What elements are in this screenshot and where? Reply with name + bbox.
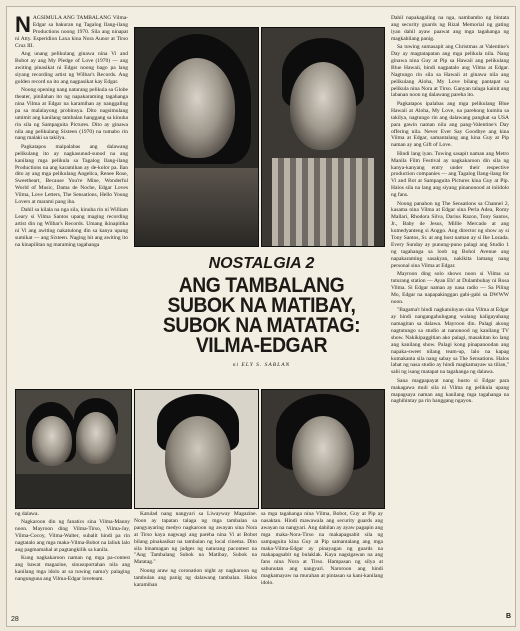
photo-edgar-portrait bbox=[261, 27, 385, 247]
photo-edgar-smiling bbox=[134, 389, 259, 509]
headline-line: ANG TAMBALANG bbox=[178, 274, 345, 297]
magazine-page bbox=[6, 6, 516, 627]
kicker-title: NOSTALGIA 2 bbox=[208, 255, 315, 272]
photo-vilma-closeup bbox=[261, 389, 385, 509]
paragraph: sa mga tagahanga nina Vilma, Bobot, Guy at Pip ay nasaktan. Hindi mawawala ang security guards ang awayan na nangyari. Ang dahilan ay ayaw pagapin ang mga maka-Nora-Tirso na makapagsabit sila ng sampaguita kina Guy at Pip samantalang ang mga maka-Vilma-Edgar ay pinayagan ng guards na makapagsabit ng bulaklak. Kaya nagsigawan na ang fans nina Nora at Tirso. Hampasan ng silya at sabunutan ang nangyari. Naroroon ang hindi magkamayaw na murahan at pintasan sa kani-kanilang idolo. bbox=[261, 511, 383, 587]
paragraph: Noong panahon ng The Sensations sa Channel 2, kasama nina Vilma at Edgar sina Perla Adea, Romy Mallari, Rhodora Silva, Darius Razon, Tony Santos, Jr., Baby de Jesus, Millie Mercado at ang kumedyanteng si Anggo. Ang director ng show ay si Tony Santos, Sr. at ang host naman ay si Ike Lozada. Every Sunday ay punung-puno palagi ang Studio 1 ng tagahanga sa loob ng Bohol Avenue ang napakaraming sasakyan, nakikita lamang nang personal sina Vilma at Edgar. bbox=[391, 200, 509, 269]
article-column-bottom-2 bbox=[134, 511, 257, 615]
photo-vilma-portrait bbox=[134, 27, 259, 247]
paragraph: "Bagama't hindi nagkatuluyan sina Vilma at Edgar ay hindi nangangahulugang walang kaligayahang namagitan sa dalawa. Mayroon din. Palagi akong nagtutungo sa studio at nanonood ng kanilang TV show. Nakikipaggitian ako palagi, masakitan ko lang ang kanilang show. Palagi kong pinapanoodan ang napaka-sweet nilang team-up, lalo na kapag kumakanta sila nang sabay sa The Sensations. Halos lahat ng nasa studio ay hindi magkamayaw sa tilian," sabi ng isang matapat na tagahanga ng dalawa. bbox=[391, 307, 509, 376]
article-title-block bbox=[140, 250, 383, 386]
headline-line: SUBOK NA MATATAG: bbox=[162, 314, 361, 337]
paragraph: Ang unang pelikulang ginawa nina Vi and Bobot ay ang My Pledge of Love (1970) — ang awiting pinasikat ni Edgar noong bago pa lang siyang recording artist ng Wilbar's Records. Ang golden record na ito ang nagpasikat kay Edgar. bbox=[15, 51, 128, 85]
headline-line: SUBOK NA MATIBAY, bbox=[167, 294, 356, 317]
headline-line: VILMA-EDGAR bbox=[195, 334, 328, 357]
paragraph: ng dalawa. bbox=[15, 511, 39, 517]
drop-cap: N bbox=[15, 15, 31, 37]
article-column-1 bbox=[15, 15, 128, 383]
article-column-bottom-3 bbox=[261, 511, 383, 615]
paragraph: Noong opening nang naturang pelikula sa Globe theater, pinilahan ito ng napakaraming tagahanga nina Vilma at Edgar na karamihan ay nanggaling pa sa malalayong probinsya. Dito nagsimulang umimit ang kanilang tambalan hanggang sa kinuha rin sila ng Sampaguita Pictures. Dito ay ginawa nila ang pelikulang Sixteen (1970) na tumabo rin nang malaki sa takilya. bbox=[15, 87, 128, 142]
article-column-right bbox=[391, 15, 509, 613]
photo-couple-left bbox=[15, 389, 132, 509]
end-mark: B bbox=[505, 613, 511, 620]
paragraph: Pagkatapos ipalabas ang mga pelikulang Blue Hawaii at Aloha, My Love, na parehong kumita sa takilya, nagtungo rin ang dalawang pangkat sa USA para gawin naman nila ang pang-Valentine's Day offering nila. Never Ever Say Goodbye ang kina Vilma at Edgar, samantalang ang kina Guy at Pip naman ay ang Gift of Love. bbox=[391, 100, 509, 149]
paragraph: Sana magpapayat nang husto si Edgar para makagawa muli sila ni Vilma ng pelikula upang mapagsaya naman ang kanilang mga tagahanga na naghihintay pa rin hanggang ngayon. bbox=[391, 377, 509, 405]
article-column-bottom-1 bbox=[15, 511, 130, 615]
paragraph: Pagkatapos maipalabas ang dalawang pelikulang ito ay nagkasunud-sunod na ang kanilang mga pelikula sa Tagalog Ilang-ilang Productions na ang karamihan ay de-kolor pa. Ilan dito ay ang mga pelikulang Angelica, Renee Rose, Sweetheart, Because You're Mine, Wonderful World of Music, Dama de Noche, Edgar Loves Vilma, Love Letters, The Sensations, Hello Young Lovers at marami pang iba. bbox=[15, 143, 128, 206]
paragraph: Dahil napakagaling na nga, nambambo ng bintata ang security guards ng Rizal Memorial ng gating iyan dahil ayaw paawat ang mga tagahanga ng magkabilang panig. bbox=[391, 15, 509, 42]
page-number: 28 bbox=[11, 616, 19, 623]
paragraph: AGSIMULA ANG TAMBALANG Vilma-Edgar sa bakuran ng Tagalog Ilang-ilang Productions noong 1970. Sila ang ninapat ni Atty. Esperidion Laxa kina Nora Aunor at Tirso Cruz III. bbox=[15, 15, 128, 49]
paragraph: Katulad nang nangyari sa Liwayway Magazine. Noon ay tapatan talaga ng mga tambalan sa pangyayaring medyo nagkaroon ng awayan sina Nora at Tirso kaya nagwagi ang pareha nina Vi at Bobot bilang pinakasikat na tambalan ng local cinema. Dito sila binamagan ng judges ng naturang pacontest na "Ang Tambalang Subok na Matibay, Subok na Matatag." bbox=[134, 511, 257, 566]
paragraph: Kung nagkakaroon naman ng mga pa-contest ang bawat magazine, sinusuportahan nila ang kanilang mga idolo at sa tuwing nama'y palaging nangunguna ang Vilma-Edgar loveteam. bbox=[15, 555, 130, 583]
paragraph: Nagkaroon din ng fanatics sina Vilma-Manny noon. Mayroon ding Vilma-Tirso, Vilma-Jay, Vilma-Cocoy, Vilma-Walter, subalit hindi pa rin nagtatalo ang mga maka-Vilma-Bobot na laliuk lalo ang pagmamahal at pagtangkilik sa kanila. bbox=[15, 519, 130, 554]
paragraph: Hindi lang iyan. Tuwing sasapit naman ang Metro Manila Film Festival ay nagkakaroon din sila ng kanya-kanyang entry under their respective production companies — ang Tagalog Ilang-ilang for Vi and Bot at Sampaguita Pictures kina Guy at Pip. Halos sila na lang ang siyang pinanonood at iniidolo ng fans. bbox=[391, 150, 509, 199]
headline bbox=[150, 276, 374, 356]
paragraph: Dahil sa kilala na nga sila, kinuha rin ni William Leary si Vilma Santos upang maging recording artist din ng Wilbar's Records. Umang ikinapitika ni Vi ang awiting nakatulong din sa kanya upang sumikat — ang Sixteen. Naging hit ang awiting ito na kinapilitan ng maraming tagahanga bbox=[15, 207, 128, 248]
paragraph: Mayroon ding solo shows noon si Vilma sa tuturang station — Ayan Eh! at Dulambuhay ni Rosa Vilma. Si Edgar naman ay nasa radio — Sa Piling Mo, Edgar na napapakinggan gabi-gabi sa DWWW noon. bbox=[391, 271, 509, 305]
paragraph: Sa tuwing sumasapit ang Christmas at Valentine's Day ay magtatapatan ang mga pelikula nila. Nang ginawa nina Guy at Pip sa Hawaii ang pelikulang Blue Hawaii, hindi nagpatalo ang Vilma at Edgar. Nagtungo rin sila sa Hawaii at ginawa nila ang pelikulang Aloha, My Love bilang pantapat sa pelikula nina Nora at Tirso. Ganyan talaga kainit ang labanan noon ng dalawang pareha ito. bbox=[391, 44, 509, 99]
byline: ni ELY S. SABLAN bbox=[232, 362, 291, 368]
paragraph: Noong araw ng coronation night ay nagkaroon ng tambulan ang panig ng dalawang tambalan. Halos karamihan bbox=[134, 567, 257, 588]
